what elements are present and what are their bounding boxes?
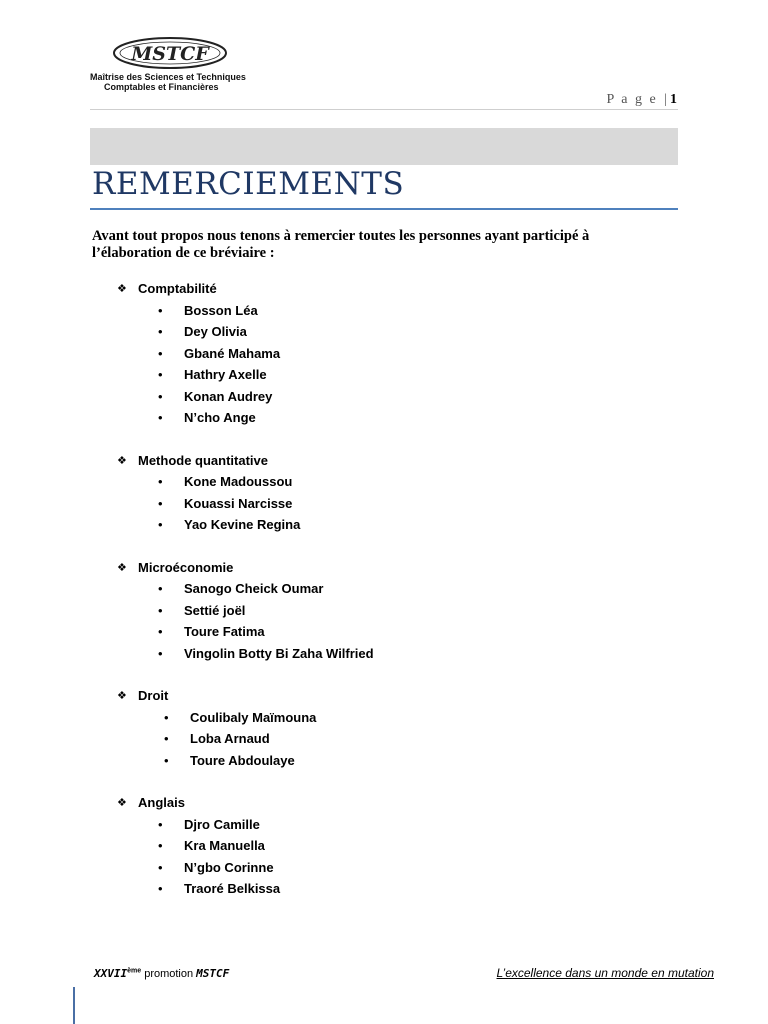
- list-item: [113, 878, 673, 900]
- list-item: [113, 814, 673, 836]
- logo-mark: MSTCF: [131, 43, 209, 65]
- list-item: [113, 343, 673, 365]
- bullet-icon: •: [164, 752, 169, 768]
- footer-slogan: L’excellence dans un monde en mutation: [496, 966, 714, 980]
- person-name: Loba Arnaud: [190, 731, 270, 747]
- acknowledgement-list: [113, 278, 673, 921]
- person-name: Yao Kevine Regina: [184, 517, 301, 533]
- bullet-icon: •: [158, 517, 163, 533]
- person-name: Coulibaly Maïmouna: [190, 709, 317, 725]
- person-name: Dey Olivia: [184, 324, 247, 340]
- section-heading: [113, 792, 673, 814]
- page-number: [606, 92, 677, 108]
- list-item: [113, 600, 673, 622]
- list-item: [113, 643, 673, 665]
- section-heading: [113, 278, 673, 300]
- list-item: [113, 386, 673, 408]
- person-name: Settié joël: [184, 602, 246, 618]
- title-band: [90, 128, 678, 165]
- bullet-icon: •: [158, 816, 163, 832]
- logo-caption-line2: Comptables et Financières: [104, 82, 219, 92]
- diamond-bullet-icon: ❖: [117, 561, 127, 574]
- name-list: [113, 471, 673, 536]
- list-item: [113, 707, 673, 729]
- footer-promo-number: XXVII: [94, 967, 128, 980]
- list-item: [113, 364, 673, 386]
- person-name: Konan Audrey: [184, 388, 273, 404]
- person-name: Gbané Mahama: [184, 345, 281, 361]
- name-list: [113, 707, 673, 772]
- person-name: Toure Fatima: [184, 624, 265, 640]
- name-list: [113, 300, 673, 429]
- diamond-bullet-icon: ❖: [117, 690, 127, 703]
- margin-bar: [73, 987, 75, 1024]
- bullet-icon: •: [164, 731, 169, 747]
- person-name: Vingolin Botty Bi Zaha Wilfried: [184, 645, 374, 661]
- name-list: [113, 578, 673, 664]
- bullet-icon: •: [158, 495, 163, 511]
- footer-promo-sup: ème: [127, 967, 142, 975]
- person-name: Sanogo Cheick Oumar: [184, 581, 324, 597]
- list-item: [113, 514, 673, 536]
- diamond-bullet-icon: ❖: [117, 797, 127, 810]
- list-item: [113, 321, 673, 343]
- page-number-value: 1: [670, 92, 677, 107]
- bullet-icon: •: [158, 881, 163, 897]
- list-item: [113, 728, 673, 750]
- section-label: Comptabilité: [138, 281, 217, 297]
- section-label: Droit: [138, 688, 169, 704]
- bullet-icon: •: [158, 581, 163, 597]
- diamond-bullet-icon: ❖: [117, 283, 127, 296]
- list-item: [113, 300, 673, 322]
- section-label: Microéconomie: [138, 559, 234, 575]
- bullet-icon: •: [158, 838, 163, 854]
- list-item: [113, 750, 673, 772]
- person-name: Djro Camille: [184, 816, 260, 832]
- name-list: [113, 814, 673, 900]
- footer-promotion: [94, 967, 229, 980]
- page-label: P a g e: [606, 92, 658, 107]
- list-item: [113, 471, 673, 493]
- bullet-icon: •: [158, 624, 163, 640]
- section-1: [113, 450, 673, 536]
- bullet-icon: •: [158, 602, 163, 618]
- person-name: Kone Madoussou: [184, 474, 293, 490]
- section-0: [113, 278, 673, 429]
- header-divider: [90, 109, 678, 110]
- person-name: Kra Manuella: [184, 838, 265, 854]
- bullet-icon: •: [158, 474, 163, 490]
- person-name: Traoré Belkissa: [184, 881, 281, 897]
- person-name: Hathry Axelle: [184, 367, 267, 383]
- page-separator: |: [664, 92, 669, 107]
- person-name: N’cho Ange: [184, 410, 256, 426]
- bullet-icon: •: [158, 302, 163, 318]
- section-3: [113, 685, 673, 771]
- logo-caption-line1: Maîtrise des Sciences et Techniques: [90, 72, 246, 82]
- person-name: Bosson Léa: [184, 302, 258, 318]
- list-item: [113, 857, 673, 879]
- bullet-icon: •: [158, 324, 163, 340]
- bullet-icon: •: [158, 859, 163, 875]
- list-item: [113, 621, 673, 643]
- bullet-icon: •: [158, 345, 163, 361]
- intro-line-2: l’élaboration de ce bréviaire :: [92, 245, 275, 261]
- section-2: [113, 557, 673, 665]
- bullet-icon: •: [158, 367, 163, 383]
- diamond-bullet-icon: ❖: [117, 454, 127, 467]
- bullet-icon: •: [158, 388, 163, 404]
- bullet-icon: •: [158, 410, 163, 426]
- person-name: Kouassi Narcisse: [184, 495, 293, 511]
- person-name: N’gbo Corinne: [184, 859, 274, 875]
- list-item: [113, 493, 673, 515]
- page-title: REMERCIEMENTS: [92, 166, 405, 202]
- footer-promo-name: MSTCF: [196, 967, 230, 980]
- section-label: Anglais: [138, 795, 185, 811]
- person-name: Toure Abdoulaye: [190, 752, 295, 768]
- bullet-icon: •: [158, 645, 163, 661]
- list-item: [113, 407, 673, 429]
- section-heading: [113, 685, 673, 707]
- mstcf-logo-emblem: [112, 36, 228, 70]
- footer-promo-word: promotion: [141, 968, 197, 980]
- section-4: [113, 792, 673, 900]
- intro-line-1: Avant tout propos nous tenons à remercier toutes les personnes ayant participé à: [92, 228, 590, 244]
- title-underline: [90, 208, 678, 210]
- section-label: Methode quantitative: [138, 452, 269, 468]
- intro-paragraph: [92, 228, 662, 262]
- list-item: [113, 578, 673, 600]
- bullet-icon: •: [164, 709, 169, 725]
- section-heading: [113, 450, 673, 472]
- list-item: [113, 835, 673, 857]
- section-heading: [113, 557, 673, 579]
